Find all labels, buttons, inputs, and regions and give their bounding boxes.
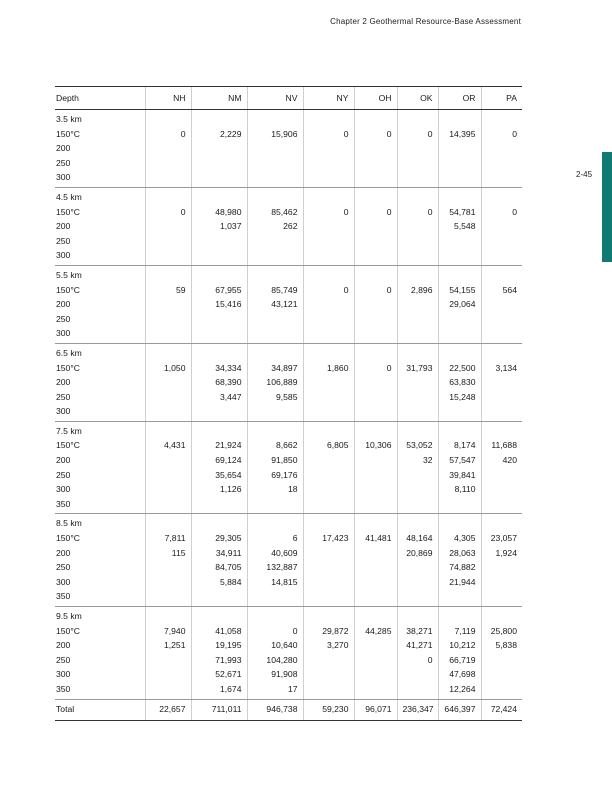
table-cell xyxy=(145,421,191,514)
table-cell xyxy=(303,343,354,421)
cell-spacer xyxy=(487,112,518,127)
depth-value: 3.5 km xyxy=(56,114,82,124)
page-number: 2-45 xyxy=(576,170,593,179)
temperature-value: 300 xyxy=(56,669,71,680)
cell-value: 44,285 xyxy=(365,625,392,636)
cell-spacer xyxy=(309,268,349,283)
total-cell: 236,347 xyxy=(397,699,438,720)
temperature-value: 200 xyxy=(56,299,71,310)
table-cell xyxy=(303,607,354,700)
cell-spacer xyxy=(197,268,242,283)
temperature-value: 200 xyxy=(56,221,71,232)
cell-value: 0 xyxy=(386,206,392,217)
table-cell xyxy=(354,514,397,607)
cell-spacer xyxy=(403,268,433,283)
cell-value: 4,305 xyxy=(453,533,476,544)
cell-spacer xyxy=(151,424,186,439)
cell-value: 0 xyxy=(292,625,298,636)
total-cell: 22,657 xyxy=(145,699,191,720)
depth-label-cell xyxy=(55,110,145,188)
table-cell xyxy=(191,110,247,188)
cell-spacer xyxy=(444,112,476,127)
cell-value: 38,271 xyxy=(406,625,433,636)
temperature-value: 250 xyxy=(56,157,71,168)
table-cell xyxy=(438,514,481,607)
depth-value: 4.5 km xyxy=(56,191,82,202)
cell-value: 0 xyxy=(386,284,392,295)
cell-spacer xyxy=(151,112,186,127)
cell-spacer xyxy=(253,190,298,205)
cell-value: 69,124 xyxy=(215,455,242,466)
temperature-value: 300 xyxy=(56,484,71,495)
cell-spacer xyxy=(360,516,392,531)
cell-value: 7,940 xyxy=(163,625,186,636)
cell-spacer xyxy=(151,346,186,361)
depth-group-row xyxy=(55,343,522,421)
cell-spacer xyxy=(253,112,298,127)
cell-value: 0 xyxy=(512,128,517,139)
cell-value: 8,174 xyxy=(453,440,476,451)
cell-spacer xyxy=(487,516,518,531)
table-cell xyxy=(247,607,303,700)
cell-value: 4,431 xyxy=(163,440,186,451)
cell-value: 22,500 xyxy=(449,362,476,373)
cell-value: 41,058 xyxy=(215,625,242,636)
cell-value: 10,640 xyxy=(271,640,298,651)
cell-spacer xyxy=(403,516,433,531)
cell-spacer xyxy=(253,268,298,283)
cell-value: 52,671 xyxy=(215,669,242,680)
cell-spacer xyxy=(360,112,392,127)
cell-value: 91,908 xyxy=(271,669,298,680)
cell-value: 69,176 xyxy=(271,469,298,480)
cell-spacer xyxy=(151,609,186,624)
cell-value: 84,705 xyxy=(215,562,242,573)
cell-spacer xyxy=(151,516,186,531)
total-cell: 946,738 xyxy=(247,699,303,720)
table-cell xyxy=(191,343,247,421)
cell-value: 1,037 xyxy=(219,221,242,232)
cell-spacer xyxy=(403,112,433,127)
table-cell xyxy=(145,607,191,700)
cell-spacer xyxy=(197,346,242,361)
cell-spacer xyxy=(444,190,476,205)
cell-spacer xyxy=(197,424,242,439)
cell-value: 15,906 xyxy=(271,128,298,139)
table-body xyxy=(55,110,522,700)
cell-value: 34,334 xyxy=(215,362,242,373)
depth-label-cell xyxy=(55,265,145,343)
temperature-value: 250 xyxy=(56,654,71,665)
cell-value: 104,280 xyxy=(266,654,298,665)
cell-value: 2,896 xyxy=(410,284,433,295)
cell-value: 47,698 xyxy=(449,669,476,680)
cell-value: 2,229 xyxy=(219,128,242,139)
cell-value: 17,423 xyxy=(322,533,349,544)
cell-value: 23,057 xyxy=(490,533,517,544)
cell-spacer xyxy=(197,190,242,205)
cell-value: 7,119 xyxy=(454,625,476,636)
header-or: OR xyxy=(438,87,481,110)
table-cell xyxy=(481,343,522,421)
cell-value: 0 xyxy=(343,206,349,217)
cell-value: 71,993 xyxy=(215,654,242,665)
header-ok: OK xyxy=(397,87,438,110)
depth-group-row xyxy=(55,110,522,188)
table-cell xyxy=(397,514,438,607)
cell-value: 63,830 xyxy=(449,377,476,388)
cell-value: 3,270 xyxy=(326,640,349,651)
cell-spacer xyxy=(151,268,186,283)
cell-spacer xyxy=(360,346,392,361)
table-cell xyxy=(247,421,303,514)
cell-value: 39,841 xyxy=(449,469,476,480)
temperature-value: 150°C xyxy=(56,362,80,373)
cell-spacer xyxy=(253,609,298,624)
table-cell xyxy=(191,187,247,265)
table-cell xyxy=(481,607,522,700)
depth-group-row xyxy=(55,187,522,265)
depth-group-row xyxy=(55,421,522,514)
cell-value: 115 xyxy=(171,547,186,558)
cell-spacer xyxy=(444,346,476,361)
temperature-value: 250 xyxy=(56,313,71,324)
total-cell: 59,230 xyxy=(303,699,354,720)
temperature-value: 250 xyxy=(56,391,71,402)
table-cell xyxy=(397,607,438,700)
header-depth: Depth xyxy=(55,87,145,110)
table-cell xyxy=(438,110,481,188)
cell-value: 1,924 xyxy=(495,547,517,558)
table-cell xyxy=(354,110,397,188)
table-cell xyxy=(191,607,247,700)
table-cell xyxy=(438,607,481,700)
table-cell xyxy=(303,187,354,265)
cell-spacer xyxy=(487,424,518,439)
cell-value: 48,164 xyxy=(406,533,433,544)
table-cell xyxy=(354,421,397,514)
cell-value: 262 xyxy=(283,221,298,232)
cell-value: 29,872 xyxy=(322,625,349,636)
cell-spacer xyxy=(309,190,349,205)
temperature-value: 200 xyxy=(56,455,71,466)
cell-value: 0 xyxy=(343,128,349,139)
cell-spacer xyxy=(444,424,476,439)
table-cell xyxy=(438,187,481,265)
cell-value: 74,882 xyxy=(449,562,476,573)
cell-value: 54,155 xyxy=(449,284,476,295)
cell-value: 15,416 xyxy=(215,299,242,310)
cell-value: 564 xyxy=(502,284,517,295)
cell-value: 20,869 xyxy=(406,547,433,558)
cell-value: 5,548 xyxy=(453,221,476,232)
cell-value: 3,447 xyxy=(219,391,242,402)
table-cell xyxy=(191,265,247,343)
depth-value: 9.5 km xyxy=(56,611,82,621)
table-cell xyxy=(145,514,191,607)
cell-value: 32 xyxy=(422,455,433,466)
cell-spacer xyxy=(253,516,298,531)
cell-value: 59 xyxy=(175,284,186,295)
cell-value: 85,462 xyxy=(271,206,298,217)
cell-value: 1,674 xyxy=(219,683,242,694)
cell-spacer xyxy=(487,346,518,361)
cell-spacer xyxy=(197,516,242,531)
cell-value: 0 xyxy=(427,128,433,139)
temperature-value: 250 xyxy=(56,235,71,246)
table-cell xyxy=(481,514,522,607)
cell-value: 67,955 xyxy=(215,284,242,295)
temperature-value: 350 xyxy=(56,683,71,694)
temperature-value: 200 xyxy=(56,640,71,651)
table-cell xyxy=(397,421,438,514)
depth-value: 8.5 km xyxy=(56,518,82,529)
cell-value: 91,850 xyxy=(271,455,298,466)
table-cell xyxy=(438,343,481,421)
cell-value: 40,609 xyxy=(271,547,298,558)
table-cell xyxy=(247,514,303,607)
table-cell xyxy=(354,607,397,700)
cell-value: 0 xyxy=(386,128,392,139)
table-cell xyxy=(481,265,522,343)
total-row xyxy=(55,699,522,720)
cell-value: 5,884 xyxy=(219,576,242,587)
cell-value: 0 xyxy=(427,654,433,665)
cell-value: 29,064 xyxy=(449,299,476,310)
cell-value: 9,585 xyxy=(275,391,298,402)
cell-spacer xyxy=(403,346,433,361)
header-ny: NY xyxy=(303,87,354,110)
cell-value: 15,248 xyxy=(449,391,476,402)
cell-spacer xyxy=(403,609,433,624)
cell-spacer xyxy=(444,268,476,283)
depth-value: 5.5 km xyxy=(56,269,82,280)
temperature-value: 200 xyxy=(56,143,71,154)
cell-spacer xyxy=(403,424,433,439)
total-cell: 646,397 xyxy=(438,699,481,720)
cell-spacer xyxy=(444,609,476,624)
temperature-value: 350 xyxy=(56,498,71,509)
cell-value: 0 xyxy=(386,362,392,373)
header-nm: NM xyxy=(191,87,247,110)
cell-value: 66,719 xyxy=(449,654,476,665)
cell-spacer xyxy=(309,609,349,624)
cell-value: 25,800 xyxy=(490,625,517,636)
cell-spacer xyxy=(487,609,518,624)
cell-value: 1,050 xyxy=(163,362,186,373)
cell-value: 0 xyxy=(180,128,186,139)
cell-value: 41,271 xyxy=(406,640,433,651)
table-cell xyxy=(303,110,354,188)
depth-label-cell xyxy=(55,343,145,421)
table-header-row xyxy=(55,87,522,110)
temperature-value: 250 xyxy=(56,562,71,573)
cell-value: 14,815 xyxy=(271,576,298,587)
cell-spacer xyxy=(487,190,518,205)
cell-value: 29,305 xyxy=(215,533,242,544)
depth-value: 7.5 km xyxy=(56,425,82,436)
total-cell: 96,071 xyxy=(354,699,397,720)
resource-table xyxy=(55,86,522,721)
cell-value: 34,911 xyxy=(215,547,242,558)
cell-value: 48,980 xyxy=(215,206,242,217)
cell-spacer xyxy=(360,424,392,439)
table-cell xyxy=(481,421,522,514)
table-cell xyxy=(247,187,303,265)
cell-value: 0 xyxy=(343,284,349,295)
cell-value: 35,654 xyxy=(215,469,242,480)
cell-value: 31,793 xyxy=(406,362,433,373)
header-nv: NV xyxy=(247,87,303,110)
depth-group-row xyxy=(55,607,522,700)
cell-spacer xyxy=(309,346,349,361)
cell-value: 85,749 xyxy=(271,284,298,295)
table-cell xyxy=(397,187,438,265)
table-cell xyxy=(397,265,438,343)
table-cell xyxy=(397,110,438,188)
table-cell xyxy=(354,343,397,421)
cell-value: 0 xyxy=(180,206,186,217)
cell-spacer xyxy=(197,112,242,127)
depth-group-row xyxy=(55,265,522,343)
table-cell xyxy=(145,187,191,265)
temperature-value: 150°C xyxy=(56,533,80,544)
table-cell xyxy=(145,343,191,421)
table-cell xyxy=(191,514,247,607)
cell-spacer xyxy=(360,268,392,283)
cell-value: 11,688 xyxy=(491,440,517,451)
cell-value: 54,781 xyxy=(449,206,476,217)
temperature-value: 300 xyxy=(56,172,71,183)
temperature-value: 150°C xyxy=(56,440,80,451)
cell-value: 28,063 xyxy=(449,547,476,558)
cell-value: 53,052 xyxy=(406,440,433,451)
temperature-value: 150°C xyxy=(56,284,80,295)
temperature-value: 150°C xyxy=(56,206,80,217)
total-cell: 72,424 xyxy=(481,699,522,720)
header-oh: OH xyxy=(354,87,397,110)
cell-value: 3,134 xyxy=(495,362,517,373)
running-head: Chapter 2 Geothermal Resource-Base Assessment xyxy=(330,17,521,26)
cell-value: 18 xyxy=(287,484,298,495)
cell-spacer xyxy=(253,346,298,361)
cell-value: 43,121 xyxy=(271,299,298,310)
cell-spacer xyxy=(253,424,298,439)
cell-value: 420 xyxy=(502,455,517,466)
table-cell xyxy=(481,187,522,265)
table-cell xyxy=(303,421,354,514)
total-label: Total xyxy=(55,699,145,720)
cell-value: 6 xyxy=(292,533,298,544)
depth-label-cell xyxy=(55,421,145,514)
depth-label-cell xyxy=(55,514,145,607)
table-cell xyxy=(145,265,191,343)
cell-value: 14,395 xyxy=(449,128,476,139)
depth-label-cell xyxy=(55,607,145,700)
cell-value: 8,110 xyxy=(454,484,476,495)
temperature-value: 250 xyxy=(56,469,71,480)
cell-value: 1,251 xyxy=(163,640,186,651)
depth-value: 6.5 km xyxy=(56,347,82,358)
header-nh: NH xyxy=(145,87,191,110)
table-cell xyxy=(191,421,247,514)
temperature-value: 150°C xyxy=(56,625,80,636)
cell-value: 1,126 xyxy=(219,484,242,495)
table-cell xyxy=(354,187,397,265)
cell-value: 0 xyxy=(512,206,517,217)
cell-value: 19,195 xyxy=(215,640,242,651)
cell-spacer xyxy=(309,516,349,531)
cell-value: 1,860 xyxy=(326,362,349,373)
cell-value: 132,887 xyxy=(266,562,298,573)
header-pa: PA xyxy=(481,87,522,110)
table-cell xyxy=(145,110,191,188)
cell-spacer xyxy=(360,609,392,624)
cell-value: 106,889 xyxy=(266,377,298,388)
cell-value: 21,924 xyxy=(215,440,242,451)
chapter-side-tab xyxy=(602,152,612,262)
cell-value: 57,547 xyxy=(449,455,476,466)
temperature-value: 300 xyxy=(56,576,71,587)
table-cell xyxy=(438,265,481,343)
table-cell xyxy=(247,343,303,421)
temperature-value: 200 xyxy=(56,547,71,558)
cell-value: 8,662 xyxy=(275,440,298,451)
temperature-value: 300 xyxy=(56,406,71,417)
cell-spacer xyxy=(360,190,392,205)
cell-value: 68,390 xyxy=(215,377,242,388)
cell-value: 0 xyxy=(427,206,433,217)
cell-spacer xyxy=(403,190,433,205)
table-cell xyxy=(481,110,522,188)
cell-spacer xyxy=(197,609,242,624)
table-cell xyxy=(247,265,303,343)
cell-value: 7,811 xyxy=(164,533,186,544)
cell-spacer xyxy=(309,424,349,439)
table-cell xyxy=(303,514,354,607)
cell-value: 34,897 xyxy=(271,362,298,373)
total-cell: 711,011 xyxy=(191,699,247,720)
cell-spacer xyxy=(151,190,186,205)
cell-value: 10,212 xyxy=(449,640,476,651)
table-cell xyxy=(247,110,303,188)
cell-value: 41,481 xyxy=(365,533,392,544)
table-cell xyxy=(303,265,354,343)
cell-value: 17 xyxy=(287,683,298,694)
cell-value: 5,838 xyxy=(495,640,517,651)
cell-spacer xyxy=(487,268,518,283)
temperature-value: 300 xyxy=(56,250,71,261)
table-cell xyxy=(397,343,438,421)
cell-value: 6,805 xyxy=(326,440,349,451)
temperature-value: 150°C xyxy=(56,128,80,139)
temperature-value: 300 xyxy=(56,328,71,339)
table-cell xyxy=(438,421,481,514)
depth-label-cell xyxy=(55,187,145,265)
cell-value: 21,944 xyxy=(449,576,476,587)
table-cell xyxy=(354,265,397,343)
cell-value: 10,306 xyxy=(365,440,392,451)
depth-group-row xyxy=(55,514,522,607)
cell-value: 12,264 xyxy=(449,683,476,694)
cell-spacer xyxy=(444,516,476,531)
temperature-value: 200 xyxy=(56,377,71,388)
cell-spacer xyxy=(309,112,349,127)
temperature-value: 350 xyxy=(56,591,71,602)
